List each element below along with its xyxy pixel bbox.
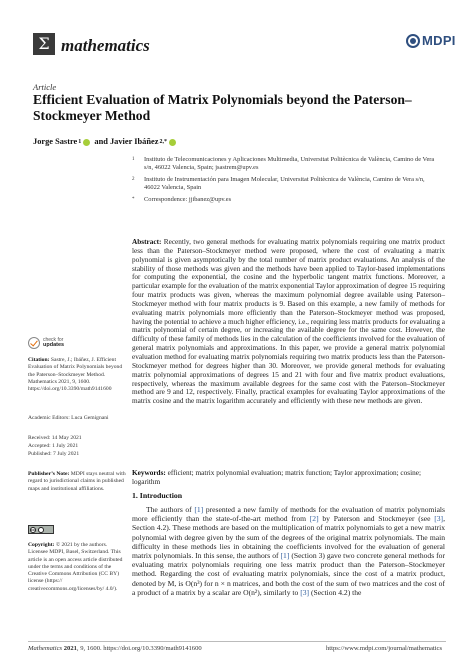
abstract <box>132 238 445 406</box>
article-title: Efficient Evaluation of Matrix Polynomials beyond the Paterson–Stockmeyer Method <box>33 92 412 123</box>
affiliation-2: 2 Instituto de Instrumentación para Imagen Molecular, Universitat Politècnica de València, Camino de Vera s/n, 46022 Valencia, Spain <box>132 176 425 191</box>
cc-icon: cc <box>31 527 35 532</box>
cc-by-license-icon[interactable] <box>28 525 54 534</box>
reference-link[interactable]: [3] <box>300 587 310 597</box>
citation-block: Citation: Sastre, J.; Ibáñez, J. Efficient Evaluation of Matrix Polynomials beyond the Paterson–Stockmeyer Method. Mathematics 2021, 9, 1600. https://doi.org/10.3390/math9141600 <box>28 357 123 393</box>
affiliation-1: 1 Instituto de Telecomunicaciones y Aplicaciones Multimedia, Universitat Politècnica de València, Camino de Vera s/n, 46022 Valencia, Spain; jsastrem@upv.es <box>132 156 435 171</box>
copyright-block: Copyright: © 2021 by the authors. Licensee MDPI, Basel, Switzerland. This article is an open access article distributed under the terms and conditions of the Creative Commons Attribution (CC BY) license (https:// creativecommons.org/licenses/by/ 4.0/). <box>28 542 123 592</box>
section-title: 1. Introduction <box>132 491 183 500</box>
footer-citation[interactable]: Mathematics 2021, 9, 1600. https://doi.org/10.3390/math9141600 <box>28 645 202 652</box>
mdpi-logo-text: MDPI <box>422 33 456 48</box>
mdpi-logo-icon <box>406 34 420 48</box>
date-published: Published: 7 July 2021 <box>28 451 80 457</box>
keywords-label: Keywords: <box>132 469 166 477</box>
keywords <box>132 469 445 487</box>
author-affiliation-mark: 2,* <box>159 138 167 145</box>
author-affiliation-mark: 1 <box>78 138 82 145</box>
author-name[interactable]: Javier Ibáñez <box>109 137 159 146</box>
author-name[interactable]: Jorge Sastre <box>33 137 78 146</box>
academic-editor: Academic Editors: Luca Gemignani <box>28 415 109 421</box>
keywords-text: efficient; matrix polynomial evaluation; matrix function; Taylor approximation; cosine; logarithm <box>132 469 421 486</box>
by-icon <box>38 527 44 533</box>
reference-link[interactable]: [3] <box>434 514 444 524</box>
check-for-updates-button[interactable] <box>28 337 64 349</box>
page-header <box>0 0 474 60</box>
check-updates-icon <box>28 337 40 349</box>
orcid-icon[interactable] <box>83 139 90 146</box>
reference-link[interactable]: [2] <box>309 514 319 524</box>
reference-link[interactable]: [1] <box>280 551 290 561</box>
mdpi-logo[interactable] <box>406 33 456 48</box>
orcid-icon[interactable] <box>169 139 176 146</box>
author-separator: and <box>94 137 108 146</box>
article-type: Article <box>33 82 57 92</box>
intro-paragraph: The authors of [1] presented a new family of methods for the evaluation of matrix polynomials more efficiently than the state-of-the-art method from [2] by Paterson and Stockmeyer (see [3], Section 4.2). These methods are based on the multiplication of matrix polynomials to get a new matrix polynomial with degree given by the sum of the degrees of the original matrix polynomials. The main difficulty in these methods lies in obtaining the coefficients involved for the evaluation of general matrix polynomials. In this sense, the authors of [1] (Section 3) gave two concrete general methods for evaluating matrix polynomials requiring one less matrix product than the Paterson–Stockmeyer method. Regarding the cost of evaluating matrix polynomials, since the cost of a matrix product, denoted by M, is O(n³) for n × n matrices, and both the cost of the sum of two matrices and the cost of a product of a matrix by a scalar are O(n²), similarly to [3] (Section 4.2) the <box>132 505 446 597</box>
date-received: Received: 14 May 2021 <box>28 435 82 441</box>
publisher-note: Publisher’s Note: MDPI stays neutral with regard to jurisdictional claims in published maps and institutional affiliations. <box>28 471 126 492</box>
reference-link[interactable]: [1] <box>194 505 204 514</box>
journal-name: mathematics <box>61 36 150 55</box>
correspondence: * Correspondence: jjibanez@upv.es <box>132 196 232 203</box>
abstract-text: Recently, two general methods for evaluating matrix polynomials requiring one matrix product less than the Paterson–Stockmeyer method were proposed, where the cost of evaluating a matrix polynomial is given asymptotically by the total number of matrix product evaluations. An analysis of the stability of those methods was given and the methods have been applied to Taylor-based implementations for computing the exponential, the cosine and the hyperbolic tangent matrix functions. Moreover, a particular example for the evaluation of the matrix exponential Taylor approximation of degree 15 requiring four matrix products was given, whereas the maximum polynomial degree available using Paterson–Stockmeyer method with four matrix products is 9. Based on this example, a new family of methods for evaluating matrix polynomials more efficiently than the Paterson–Stockmeyer method was proposed, having the potential to achieve a much higher efficiency, i.e., requiring less matrix products for evaluating a matrix polynomial of certain degree, or increasing the available degree for the same cost. However, the difficulty of these family of methods lies in the calculation of the coefficients involved for the evaluation of general matrix polynomials and approximations. In this paper, we provide a general matrix polynomial evaluation method for evaluating matrix polynomials requiring two matrix products less than the Paterson-Stockmeyer method for degrees higher than 30. Moreover, we provide general methods for evaluating matrix polynomial approximations of degrees 15 and 21 with four and five matrix product evaluations, respectively, whereas the maximum available degrees for the same cost with the Paterson–Stockmeyer method are 9 and 12, respectively. Finally, practical examples for evaluating Taylor approximations of the matrix cosine and the matrix logarithm accurately and efficiently with these new methods are given. <box>132 238 446 406</box>
footer-journal-url[interactable]: https://www.mdpi.com/journal/mathematics <box>326 645 443 652</box>
author-list <box>33 137 178 146</box>
date-accepted: Accepted: 1 July 2021 <box>28 443 79 449</box>
footer-divider <box>28 641 446 642</box>
abstract-label: Abstract: <box>132 238 162 246</box>
journal-logo-icon: Σ <box>33 33 55 55</box>
check-updates-label: check for updates <box>43 336 65 348</box>
